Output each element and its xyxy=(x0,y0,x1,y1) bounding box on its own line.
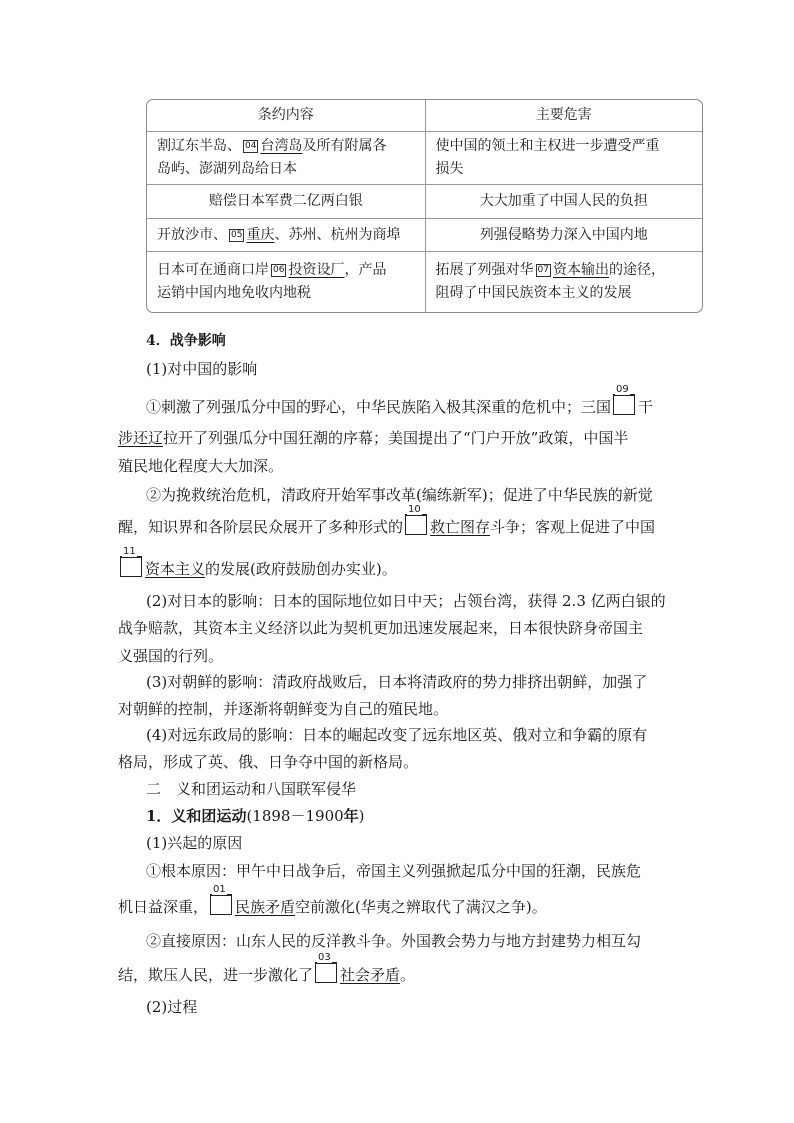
number-badge: 05 xyxy=(231,229,243,240)
paragraph-line: (3)对朝鲜的影响：清政府战败后，日本将清政府的势力排挤出朝鲜，加强了 xyxy=(146,673,648,691)
paragraph-line xyxy=(118,884,547,917)
paragraph-line: ②直接原因：山东人民的反洋教斗争。外国教会势力与地方封建势力相互勾 xyxy=(146,932,642,950)
cell-text: 岛屿、澎湖列岛给日本 xyxy=(157,161,297,177)
cell-text: 运销中国内地免收内地税 xyxy=(157,285,311,301)
paragraph-line xyxy=(118,952,416,985)
paragraph-line: 格局，形成了英、俄、日争夺中国的新格局。 xyxy=(118,753,419,771)
section-heading: 4．战争影响 xyxy=(146,333,226,349)
number-badge: 04 xyxy=(245,141,257,151)
paragraph-line: 义强国的行列。 xyxy=(118,647,224,665)
table-header-row xyxy=(147,100,702,131)
table-cell xyxy=(147,219,425,251)
mark-number: 03 xyxy=(318,952,331,963)
underlined-term: 投资设厂 xyxy=(288,262,345,278)
underlined-term: 社会矛盾 xyxy=(340,966,401,984)
table-row xyxy=(147,184,702,218)
cell-text: 使中国的领土和主权进一步遭受严重 xyxy=(435,138,660,154)
cell-text: 开放沙市、 xyxy=(157,226,227,243)
cell-text: 日本可在通商口岸 xyxy=(157,262,269,278)
subsection-heading: (2)过程 xyxy=(146,998,198,1016)
underlined-term: 资本输出 xyxy=(552,262,609,278)
underlined-term: 涉还辽 xyxy=(118,429,164,447)
paragraph-line: 殖民地化程度大大加深。 xyxy=(118,457,284,475)
paragraph-text: 机日益深重， xyxy=(118,898,209,916)
table-row xyxy=(147,251,702,312)
table-cell: 列强侵略势力深入中国内地 xyxy=(425,219,703,251)
cell-text: 的途径， xyxy=(608,262,665,278)
cell-text: 、苏州、杭州为商埠 xyxy=(274,226,401,243)
table-cell xyxy=(425,132,703,184)
bookmark-icon xyxy=(613,384,635,415)
heading-text: 年 xyxy=(343,807,359,825)
underlined-term: 重庆 xyxy=(246,226,275,243)
underlined-term: 民族矛盾 xyxy=(235,898,296,916)
paragraph-text: 干 xyxy=(638,398,654,416)
paragraph-line xyxy=(118,427,628,448)
paragraph-text: 拉开了列强瓜分中国狂潮的序幕；美国提出了“门户开放”政策，中国半 xyxy=(163,429,629,447)
table-cell xyxy=(425,252,703,312)
mark-number: 09 xyxy=(616,384,629,395)
paragraph-line: (4)对远东政局的影响：日本的崛起改变了远东地区英、俄对立和争霸的原有 xyxy=(146,726,648,744)
paragraph-line: ①根本原因：甲午中日战争后，帝国主义列强掀起瓜分中国的狂潮，民族危 xyxy=(146,862,642,880)
mark-number: 10 xyxy=(408,504,421,515)
cell-text: 阻碍了中国民族资本主义的发展 xyxy=(435,285,632,301)
number-badge: 07 xyxy=(537,265,549,275)
subsection-heading xyxy=(146,805,365,826)
cell-text: 损失 xyxy=(435,161,464,177)
paragraph-line xyxy=(118,504,656,537)
paragraph-line: (2)对日本的影响：日本的国际地位如日中天；占领台湾，获得 2.3 亿两白银的 xyxy=(146,592,666,610)
cell-text: 拓展了列强对华 xyxy=(435,262,534,278)
paragraph-line: 对朝鲜的控制，并逐渐将朝鲜变为自己的殖民地。 xyxy=(118,700,449,718)
paragraph-text: 。 xyxy=(400,966,416,984)
number-badge: 06 xyxy=(273,265,285,275)
paragraph-text: 空前激化(华夷之辨取代了满汉之争)。 xyxy=(295,898,547,916)
mark-number: 11 xyxy=(123,546,136,557)
heading-text: 1．义和团运动 xyxy=(146,807,247,825)
bookmark-icon xyxy=(315,952,337,983)
table-cell: 大大加重了中国人民的负担 xyxy=(425,185,703,218)
cell-text: ，产品 xyxy=(344,262,387,278)
bookmark-icon xyxy=(405,504,427,535)
table-cell: 赔偿日本军费二亿两白银 xyxy=(208,193,363,209)
paragraph-line: 战争赔款，其资本主义经济以此为契机更加迅速发展起来，日本很快跻身帝国主 xyxy=(118,619,644,637)
table-header-cell: 条约内容 xyxy=(257,107,314,123)
table-cell xyxy=(147,132,425,184)
table-header-cell: 主要危害 xyxy=(425,100,703,131)
paragraph-text: 结，欺压人民，进一步激化了 xyxy=(118,966,314,984)
subsection-heading: (1)对中国的影响 xyxy=(146,360,258,378)
bookmark-icon xyxy=(210,884,232,915)
mark-number: 01 xyxy=(213,884,226,895)
subsection-heading: (1)兴起的原因 xyxy=(146,834,243,852)
paragraph-text: 斗争；客观上促进了中国 xyxy=(490,518,656,536)
table-cell xyxy=(147,252,425,312)
paragraph-line: ②为挽救统治危机，清政府开始军事改革(编练新军)；促进了中华民族的新觉 xyxy=(146,486,653,504)
heading-text: ) xyxy=(358,807,365,825)
paragraph-text: ①刺激了列强瓜分中国的野心，中华民族陷入极其深重的危机中；三国 xyxy=(146,398,612,416)
paragraph-line xyxy=(118,546,397,579)
underlined-term: 资本主义 xyxy=(145,560,206,578)
heading-text: (1898－1900 xyxy=(246,807,344,825)
cell-text: 割辽东半岛、 xyxy=(157,138,241,154)
table-row xyxy=(147,131,702,184)
paragraph-text: 醒，知识界和各阶层民众展开了多种形式的 xyxy=(118,518,404,536)
paragraph-line xyxy=(146,384,654,417)
underlined-term: 救亡图存 xyxy=(430,518,491,536)
bookmark-icon xyxy=(120,546,142,577)
cell-text: 及所有附属各 xyxy=(302,138,387,154)
table-row xyxy=(147,218,702,251)
paragraph-text: 的发展(政府鼓励创办实业)。 xyxy=(205,560,397,578)
section-heading: 二 义和团运动和八国联军侵华 xyxy=(146,780,357,798)
underlined-term: 台湾岛 xyxy=(260,138,303,154)
treaty-table xyxy=(146,99,703,313)
